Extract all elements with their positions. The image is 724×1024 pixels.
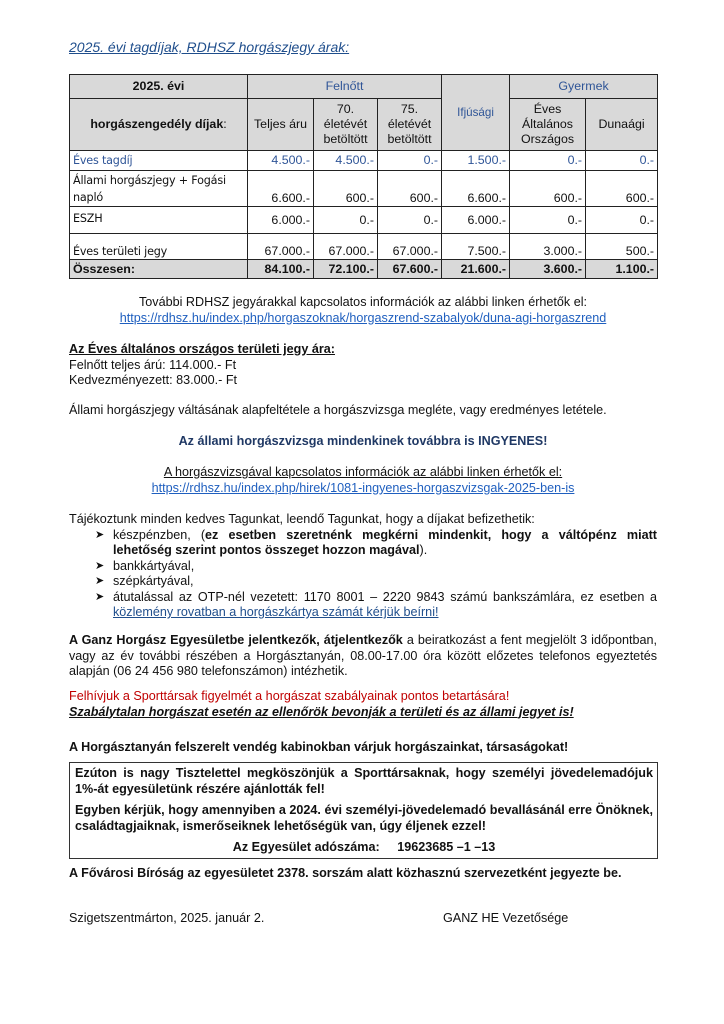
cell-value: 0.- bbox=[378, 151, 442, 171]
payment-intro: Tájékoztunk minden kedves Tagunkat, leendő Tagunkat, hogy a díjakat befizethetik: bbox=[69, 512, 535, 526]
header-license-fees: horgászengedély díjak: bbox=[70, 99, 248, 151]
total-label: Összesen: bbox=[70, 260, 248, 279]
cell-value: 4.500.- bbox=[248, 151, 314, 171]
annual-ticket-discounted: Kedvezményezett: 83.000.- Ft bbox=[69, 373, 238, 387]
total-value: 1.100.- bbox=[586, 260, 658, 279]
header-dunaagi: Dunaági bbox=[586, 99, 658, 151]
payment-method-cash: ➤ készpénzben, (ez esetben szeretnénk megkérni mindenkit, hogy a váltópénz miatt lehetőség szerint pontos összeget hozzon magával). bbox=[95, 527, 657, 557]
cell-value: 600.- bbox=[378, 171, 442, 207]
header-license-fees-label: horgászengedély díjak bbox=[90, 117, 224, 131]
free-exam-notice: Az állami horgászvizsga mindenkinek továbbra is INGYENES! bbox=[178, 434, 548, 448]
payment-methods-list bbox=[69, 528, 657, 621]
rdhsz-info-text: További RDHSZ jegyárakkal kapcsolatos információk az alábbi linken érhetők el: bbox=[139, 295, 587, 309]
cell-value: 6.000.- bbox=[442, 207, 510, 234]
state-license-note: Állami horgászjegy váltásának alapfeltétele a horgászvizsga megléte, vagy eredményes letétele. bbox=[69, 403, 607, 417]
header-child-group: Gyermek bbox=[510, 75, 658, 99]
table-row bbox=[70, 234, 658, 260]
rdhsz-link[interactable]: https://rdhsz.hu/index.php/horgaszoknak/horgaszrend-szabalyok/duna-agi-horgaszrend bbox=[119, 310, 607, 325]
exam-info bbox=[69, 465, 657, 496]
cell-value: 1.500.- bbox=[442, 151, 510, 171]
row-label: Állami horgászjegy + Fogási napló bbox=[70, 171, 248, 207]
cell-value: 0.- bbox=[510, 207, 586, 234]
arrow-bullet-icon: ➤ bbox=[95, 590, 105, 603]
table-row bbox=[70, 151, 658, 171]
total-value: 67.600.- bbox=[378, 260, 442, 279]
cell-value: 600.- bbox=[510, 171, 586, 207]
header-general-national: Éves Általános Országos bbox=[510, 99, 586, 151]
total-value: 21.600.- bbox=[442, 260, 510, 279]
signature: GANZ HE Vezetősége bbox=[443, 911, 569, 925]
payment-method-card: ➤ bankkártyával, bbox=[95, 558, 195, 573]
court-registration: A Fővárosi Bíróság az egyesületet 2378. sorszám alatt közhasznú szervezetként jegyezte be. bbox=[69, 866, 622, 880]
request-text: Egyben kérjük, hogy amennyiben a 2024. évi személyi-jövedelemadó bevallásánál erre Önöknek, családtagjaiknak, ismerőseiknek lehetőségük van, úgy éljenek ezzel! bbox=[75, 803, 653, 833]
cell-value: 4.500.- bbox=[314, 151, 378, 171]
row-label: Éves tagdíj bbox=[70, 151, 248, 171]
table-total-row bbox=[70, 260, 658, 279]
tax-number-line: Az Egyesület adószáma: 19623685 –1 –13 bbox=[232, 840, 496, 854]
warning-red: Felhívjuk a Sporttársak figyelmét a horgászat szabályainak pontos betartására! bbox=[69, 689, 510, 703]
annual-ticket-adult: Felnőtt teljes árú: 114.000.- Ft bbox=[69, 357, 237, 372]
table-row bbox=[70, 207, 658, 234]
warning-section bbox=[69, 689, 657, 720]
cell-value: 0.- bbox=[586, 151, 658, 171]
total-value: 84.100.- bbox=[248, 260, 314, 279]
annual-ticket-heading: Az Éves általános országos területi jegy ára: bbox=[69, 342, 335, 356]
exam-info-text: A horgászvizsgával kapcsolatos információk az alábbi linken érhetők el: bbox=[163, 465, 563, 479]
header-75-years: 75. életévét betöltött bbox=[378, 99, 442, 151]
cell-value: 0.- bbox=[378, 207, 442, 234]
price-table bbox=[69, 74, 658, 279]
header-full-price: Teljes áru bbox=[248, 99, 314, 151]
registration-info: A Ganz Horgász Egyesületbe jelentkezők, átjelentkezők a beiratkozást a fent megjelölt 3 időpontban, vagy az év további részében a Horgásztanyán, 08.00-17.00 óra között előzetes telefonos egyeztetés alapján (06 24 456 980 telefonszámon) intézhetik. bbox=[69, 633, 657, 678]
tax-number: 19623685 –1 –13 bbox=[397, 840, 496, 854]
tax-donation-box bbox=[69, 762, 658, 859]
total-value: 72.100.- bbox=[314, 260, 378, 279]
header-adult-group: Felnőtt bbox=[248, 75, 442, 99]
place-date: Szigetszentmárton, 2025. január 2. bbox=[69, 911, 265, 925]
total-value: 3.600.- bbox=[510, 260, 586, 279]
cell-value: 3.000.- bbox=[510, 234, 586, 260]
cell-value: 0.- bbox=[586, 207, 658, 234]
table-row bbox=[70, 171, 658, 207]
cell-value: 600.- bbox=[586, 171, 658, 207]
payment-section bbox=[69, 512, 657, 621]
arrow-bullet-icon: ➤ bbox=[95, 528, 105, 541]
payment-method-transfer: ➤ átutalással az OTP-nél vezetett: 1170 8001 – 2220 9843 számú bankszámlára, ez esetben a közlemény rovatban a horgászkártya számát kérjük beírni! bbox=[95, 589, 657, 619]
payment-method-szep: ➤ szépkártyával, bbox=[95, 574, 194, 588]
cell-value: 500.- bbox=[586, 234, 658, 260]
row-label: ESZH bbox=[70, 207, 248, 234]
cell-value: 67.000.- bbox=[248, 234, 314, 260]
transfer-note: közlemény rovatban a horgászkártya számát kérjük beírni! bbox=[113, 605, 439, 619]
cell-value: 0.- bbox=[314, 207, 378, 234]
annual-ticket-section bbox=[69, 342, 657, 389]
cell-value: 67.000.- bbox=[378, 234, 442, 260]
cell-value: 6.600.- bbox=[248, 171, 314, 207]
cell-value: 0.- bbox=[510, 151, 586, 171]
page-title: 2025. évi tagdíjak, RDHSZ horgászjegy árak: bbox=[69, 39, 350, 55]
cell-value: 600.- bbox=[314, 171, 378, 207]
thanks-text: Ezúton is nagy Tisztelettel megköszönjük a Sporttársaknak, hogy személyi jövedelemadójuk 1%-át egyesületünk részére ajánlották fel! bbox=[75, 766, 653, 796]
footer bbox=[69, 911, 657, 927]
row-label: Éves területi jegy bbox=[70, 234, 248, 260]
header-youth: Ifjúsági bbox=[442, 75, 510, 151]
cabins-notice: A Horgásztanyán felszerelt vendég kabinokban várjuk horgászainkat, társaságokat! bbox=[69, 740, 569, 754]
warning-bold: Szabálytalan horgászat esetén az ellenőrök bevonják a területi és az állami jegyet is! bbox=[69, 704, 574, 719]
arrow-bullet-icon: ➤ bbox=[95, 575, 105, 587]
cell-value: 6.600.- bbox=[442, 171, 510, 207]
rdhsz-info bbox=[69, 295, 657, 326]
cell-value: 7.500.- bbox=[442, 234, 510, 260]
arrow-bullet-icon: ➤ bbox=[95, 559, 105, 572]
header-year: 2025. évi bbox=[70, 75, 248, 99]
header-70-years: 70. életévét betöltött bbox=[314, 99, 378, 151]
cell-value: 6.000.- bbox=[248, 207, 314, 234]
exam-link[interactable]: https://rdhsz.hu/index.php/hirek/1081-ingyenes-horgaszvizsgak-2025-ben-is bbox=[151, 480, 575, 495]
cell-value: 67.000.- bbox=[314, 234, 378, 260]
